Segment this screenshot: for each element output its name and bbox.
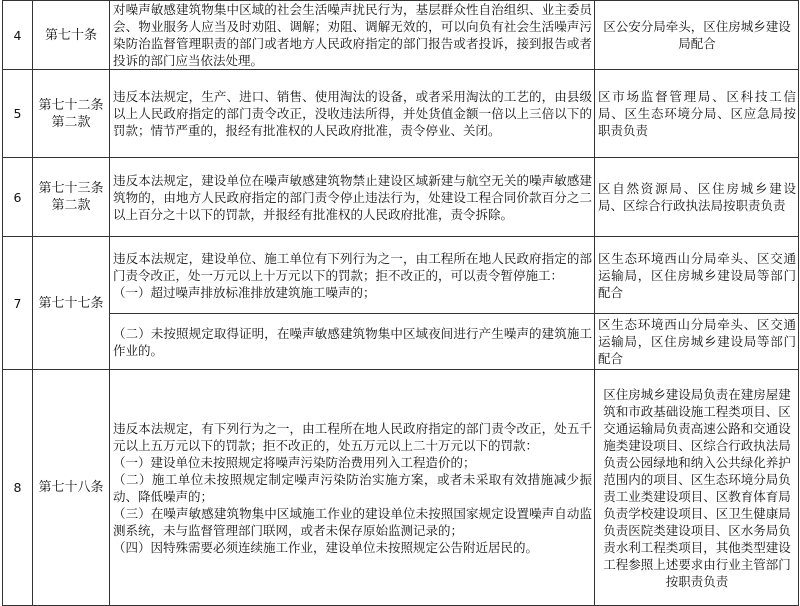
dept-cell <box>595 314 799 370</box>
table-row <box>3 370 799 606</box>
article-label: 第七十条 <box>44 27 97 43</box>
content-cell <box>110 70 595 158</box>
content-item: （二）未按照规定取得证明，在噪声敏感建筑物集中区域夜间进行产生噪声的建筑施工作业的。 <box>113 325 592 358</box>
penalty-responsibility-table <box>2 0 799 606</box>
dept-text: 区住房城乡建设局负责在建房屋建筑和市政基础设施工程类项目、区交通运输局负责高速公路和交通设施类建设项目、区综合行政执法局负责公园绿地和纳入公共绿化养护范围内的项目、区生态环境分局负责工业类建设项目、区教育体育局负责学校建设项目、区卫生健康局负责医院类建设项目、区水务局负责水利工程类项目，其他类型建设工程参照上述要求由行业主管部门按职责负责 <box>603 386 791 589</box>
dept-cell <box>595 158 799 237</box>
dept-text: 区市场监督管理局、区科技工信局、区生态环境分局、区应急局按职责负责 <box>598 89 796 138</box>
content-text: 违反本法规定，建设单位在噪声敏感建筑物禁止建设区域新建与航空无关的噪声敏感建筑物的，由地方人民政府指定的部门责令停止违法行为，处建设工程合同价款百分之二以上百分之十以下的罚款，并报经有批准权的人民政府批准，责令拆除。 <box>113 172 592 222</box>
content-item: （一）建设单位未按照规定将噪声污染防治费用列入工程造价的； <box>113 454 476 470</box>
article-cell <box>33 158 110 237</box>
article-label: 第七十七条 <box>38 295 104 311</box>
article-label: 第七十二条 <box>38 97 104 113</box>
content-text: 违反本法规定，有下列行为之一，由工程所在地人民政府指定的部门责令改正，处五千元以上五万元以下的罚款；拒不改正的，处五万元以上二十万元以下的罚款： <box>113 420 592 453</box>
content-cell <box>110 158 595 237</box>
row-number: 4 <box>3 1 33 70</box>
article-cell <box>33 70 110 158</box>
content-cell <box>110 370 595 606</box>
row-number: 7 <box>3 237 33 370</box>
article-cell <box>33 237 110 370</box>
content-item: （一）超过噪声排放标准排放建筑施工噪声的； <box>113 284 376 300</box>
article-cell <box>33 370 110 606</box>
dept-cell <box>595 1 799 70</box>
table-row <box>3 70 799 158</box>
content-text: 对噪声敏感建筑物集中区域的社会生活噪声扰民行为，基层群众性自治组织、业主委员会、物业服务人应当及时劝阻、调解；劝阻、调解无效的，可以向负有社会生活噪声污染防治监督管理职责的部门或者地方人民政府指定的部门报告或者投诉，接到报告或者投诉的部门应当依法处理。 <box>113 2 592 68</box>
table-row <box>3 237 799 314</box>
dept-cell <box>595 237 799 314</box>
dept-text: 区生态环境西山分局牵头、区交通运输局，区住房城乡建设局等部门配合 <box>598 250 796 300</box>
table-row <box>3 158 799 237</box>
dept-text: 区生态环境西山分局牵头、区交通运输局，区住房城乡建设局等部门配合 <box>598 317 796 366</box>
content-item: （三）在噪声敏感建筑物集中区域施工作业的建设单位未按照国家规定设置噪声自动监测系统，未与监督管理部门联网，或者未保存原始监测记录的； <box>113 505 592 538</box>
article-cell <box>33 1 110 70</box>
row-number: 5 <box>3 70 33 158</box>
row-number: 8 <box>3 370 33 606</box>
content-cell <box>110 237 595 314</box>
article-clause: 第二款 <box>51 114 91 130</box>
dept-cell <box>595 70 799 158</box>
content-cell <box>110 314 595 370</box>
row-number: 6 <box>3 158 33 237</box>
dept-text: 区自然资源局、区住房城乡建设局、区综合行政执法局按职责负责 <box>598 181 796 213</box>
table-row <box>3 314 799 370</box>
content-cell <box>110 1 595 70</box>
article-label: 第七十八条 <box>38 480 104 495</box>
content-text: 违反本法规定，生产、进口、销售、使用淘汰的设备，或者采用淘汰的工艺的，由县级以上人民政府指定的部门责令改正，没收违法所得，并处货值金额一倍以上三倍以下的罚款；情节严重的，报经有批准权的人民政府批准，责令停业、关闭。 <box>113 89 592 138</box>
table-row <box>3 1 799 70</box>
article-label: 第七十三条 <box>38 181 104 196</box>
content-item: （四）因特殊需要必须连续施工作业，建设单位未按照规定公告附近居民的。 <box>113 539 539 555</box>
content-item: （二）施工单位未按照规定制定噪声污染防治实施方案，或者未采取有效措施减少振动、降低噪声的； <box>113 471 592 504</box>
article-clause: 第二款 <box>51 198 91 213</box>
dept-text: 区公安分局牵头，区住房城乡建设局配合 <box>603 19 791 51</box>
content-text: 违反本法规定，建设单位、施工单位有下列行为之一，由工程所在地人民政府指定的部门责令改正，处一万元以上十万元以下的罚款；拒不改正的，可以责令暂停施工： <box>113 250 592 283</box>
dept-cell <box>595 370 799 606</box>
